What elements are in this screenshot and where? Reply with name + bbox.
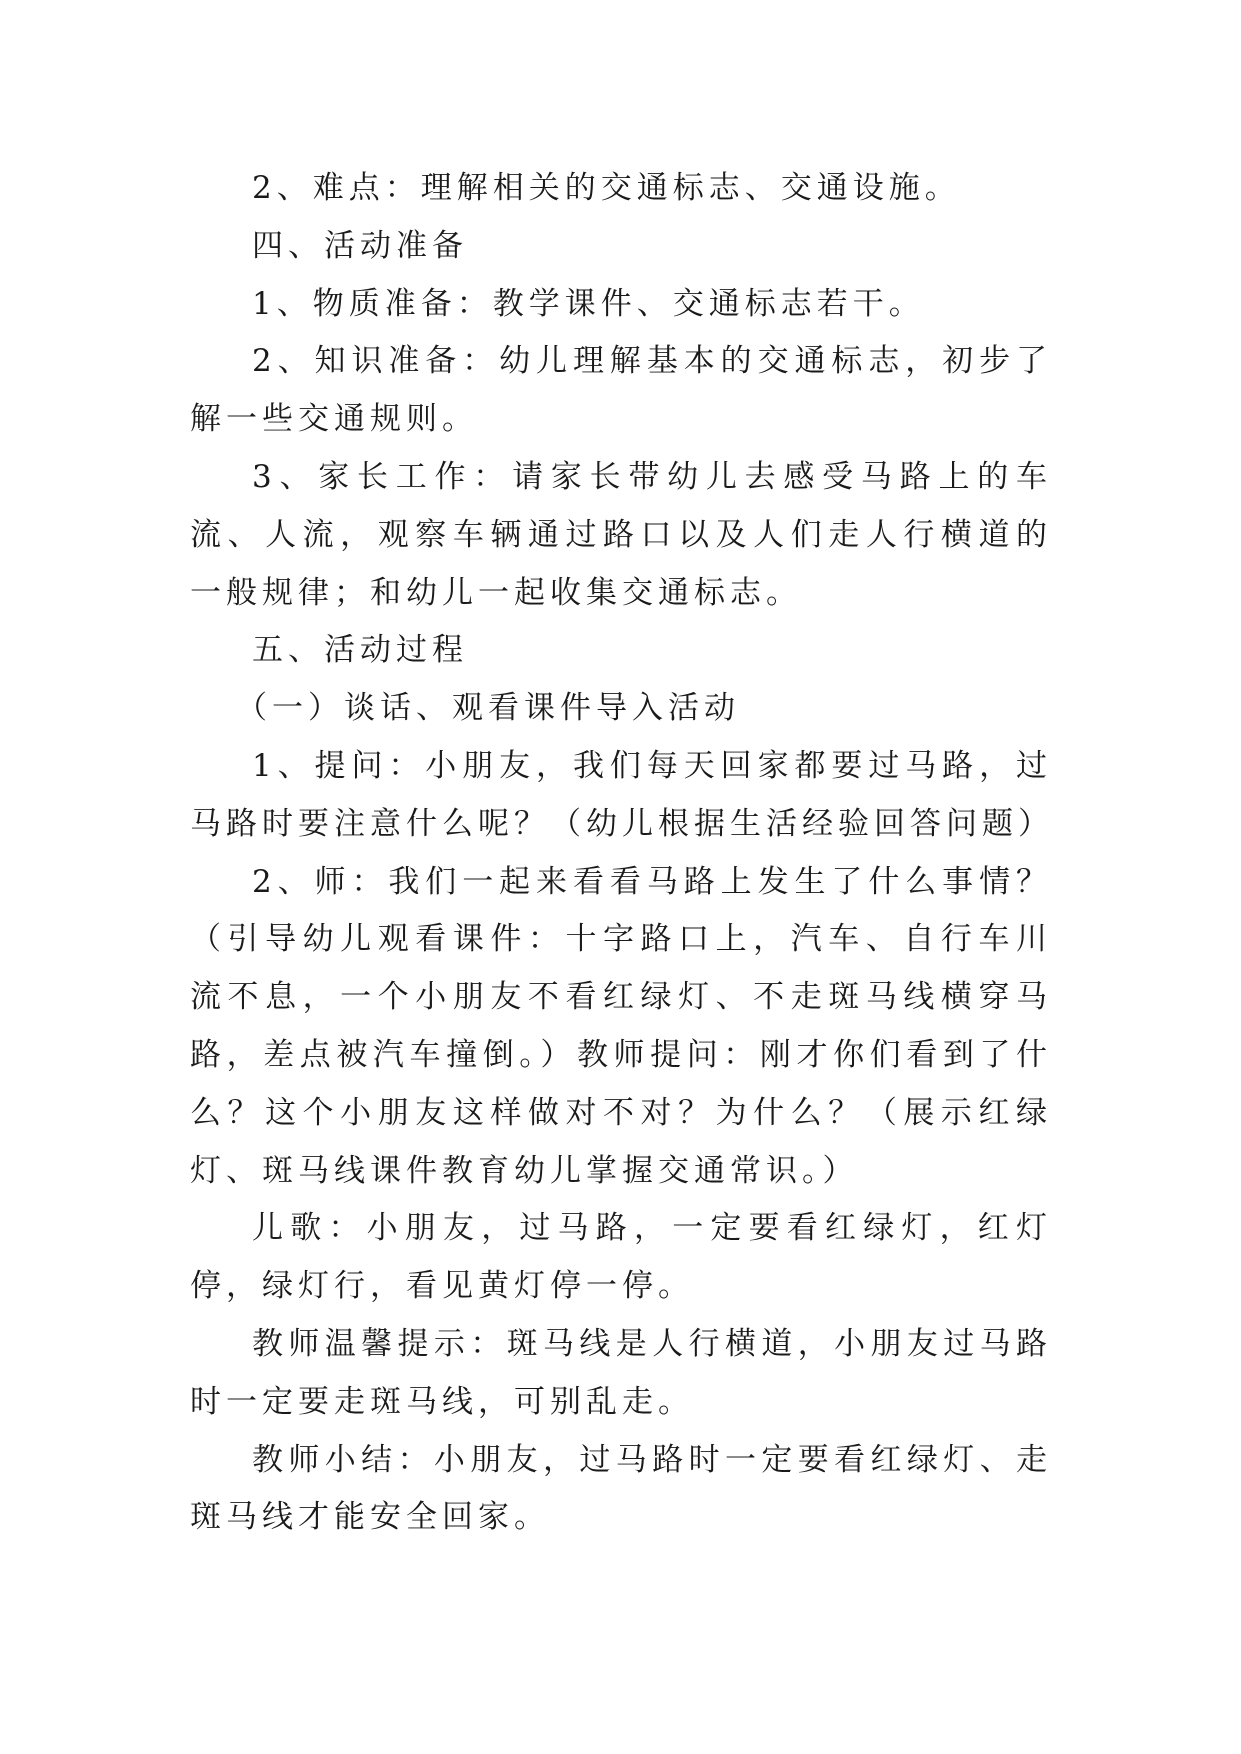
subsection-heading-intro: （一）谈话、观看课件导入活动 [236,690,740,727]
paragraph-question: 1、提问：小朋友，我们每天回家都要过马路，过马路时要注意什么呢？（幼儿根据生活经验回答问题） [190,747,1054,842]
paragraph-knowledge-prep: 2、知识准备：幼儿理解基本的交通标志，初步了解一些交通规则。 [190,343,1052,438]
paragraph-parent-work: 3、家长工作：请家长带幼儿去感受马路上的车流、人流，观察车辆通过路口以及人们走人行横道的一般规律；和幼儿一起收集交通标志。 [190,458,1052,611]
section-heading-preparation: 四、活动准备 [252,227,468,264]
document-body [190,160,1052,1547]
paragraph-teacher-tip: 教师温馨提示：斑马线是人行横道，小朋友过马路时一定要走斑马线，可别乱走。 [190,1325,1052,1420]
paragraph-teacher-video: 2、师：我们一起来看看马路上发生了什么事情？（引导幼儿观看课件：十字路口上，汽车、自行车川流不息，一个小朋友不看红绿灯、不走斑马线横穿马路，差点被汽车撞倒。）教师提问：刚才你们看到了什么？这个小朋友这样做对不对？为什么？（展示红绿灯、斑马线课件教育幼儿掌握交通常识。） [190,863,1052,1189]
paragraph-difficulty: 2、难点：理解相关的交通标志、交通设施。 [252,170,961,206]
paragraph-material-prep: 1、物质准备：教学课件、交通标志若干。 [252,285,925,322]
paragraph-nursery-rhyme: 儿歌：小朋友，过马路，一定要看红绿灯，红灯停，绿灯行，看见黄灯停一停。 [190,1210,1052,1305]
paragraph-teacher-summary: 教师小结：小朋友，过马路时一定要看红绿灯、走斑马线才能安全回家。 [190,1441,1052,1536]
section-heading-process: 五、活动过程 [252,632,468,669]
